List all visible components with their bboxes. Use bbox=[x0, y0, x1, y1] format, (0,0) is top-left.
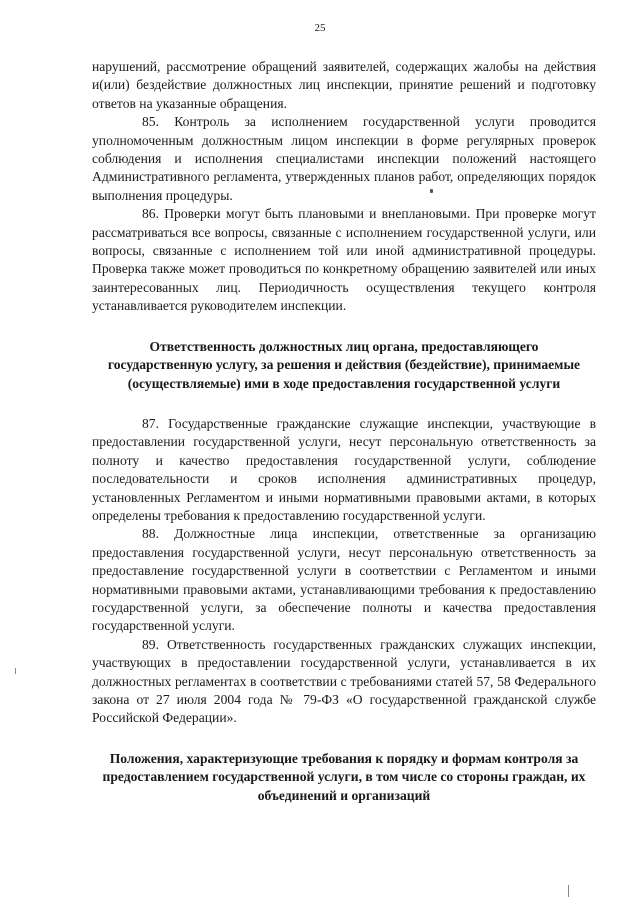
scan-speck bbox=[430, 189, 433, 193]
scan-margin-mark bbox=[568, 885, 569, 897]
paragraph-89: 89. Ответственность государственных гражданских служащих инспекции, участвующих в предоставлении государственной услуги, устанавливается в их должностных регламентах в соответствии с требованиями статей 57, 58 Федерального закона от 27 июля 2004 года № 79-ФЗ «О государственной гражданской службе Российской Федерации». bbox=[92, 636, 596, 726]
paragraph-85: 85. Контроль за исполнением государственной услуги проводится уполномоченным должностным лицом инспекции в форме регулярных проверок соблюдения и исполнения специалистами инспекции положений настоящего Административного регламента, утвержденных планов работ, определяющих порядок выполнения процедуры. bbox=[92, 114, 596, 203]
scan-margin-mark bbox=[15, 668, 16, 674]
page-number: 25 bbox=[314, 22, 326, 34]
paragraph-88: 88. Должностные лица инспекции, ответственные за организацию предоставления государственной услуги, несут персональную ответственность за предоставление государственной услуги в соответствии с Регламентом и иными нормативными правовыми актами, устанавливающими требования к предоставлению государственной услуги, за обеспечение полноты и качества предоставления государственной услуги. bbox=[92, 526, 596, 634]
paragraph-86: 86. Проверки могут быть плановыми и внеплановыми. При проверке могут рассматриваться все вопросы, связанные с исполнением государственной услуги, или вопросы, связанные с исполнением той или иной административной процедуры. Проверка также может проводиться по конкретному обращению заявителей или иных заинтересованных лиц. Периодичность осуществления текущего контроля устанавливается руководителем инспекции. bbox=[92, 206, 596, 314]
paragraph-87: 87. Государственные гражданские служащие инспекции, участвующие в предоставлении государственной услуги, несут персональную ответственность за полноту и качество предоставления государственной услуги, соблюдение последовательности и сроков исполнения административных процедур, установленных Регламентом и иными нормативными правовыми актами, в которых определены требования к предоставлению государственной услуги. bbox=[92, 415, 596, 523]
section-heading-control-requirements: Положения, характеризующие требования к порядку и формам контроля за предоставлением государственной услуги, в том числе со стороны граждан, их объединений и организаций bbox=[102, 750, 586, 803]
section-heading-responsibility: Ответственность должностных лиц органа, предоставляющего государственную услугу, за решения и действия (бездействие), принимаемые (осуществляемые) ими в ходе предоставления государственной услуги bbox=[107, 338, 581, 391]
paragraph-continuation: нарушений, рассмотрение обращений заявителей, содержащих жалобы на действия и(или) бездействие должностных лиц инспекции, принятие решений и подготовку ответов на указанные обращения. bbox=[92, 59, 596, 111]
document-body bbox=[92, 58, 596, 805]
